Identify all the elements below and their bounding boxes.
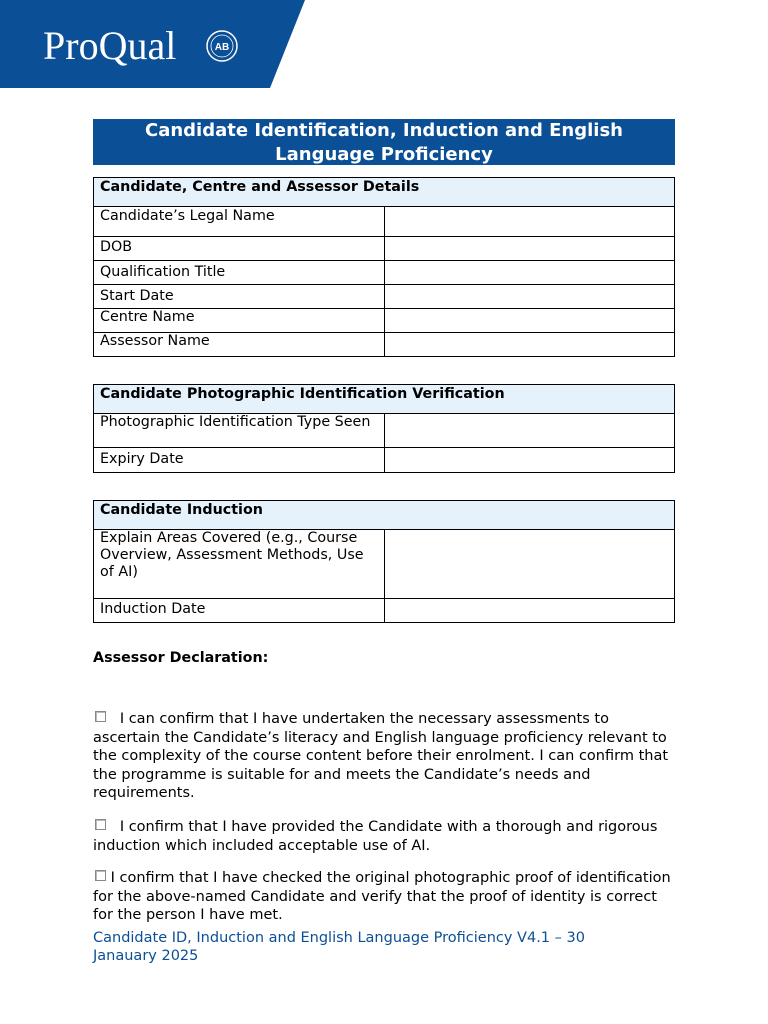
declaration-text-3: I confirm that I have checked the original photographic proof of identification for the above-named Candidate and verify that the proof of identity is correct for the person I have met. [93, 870, 671, 924]
details-input-dob[interactable] [384, 237, 675, 261]
details-input-start-date[interactable] [384, 285, 675, 309]
induction-label-date: Induction Date [94, 599, 385, 623]
induction-label-areas: Explain Areas Covered (e.g., Course Overview, Assessment Methods, Use of AI) [94, 530, 385, 599]
declaration-checkbox-3[interactable] [95, 870, 106, 881]
details-label-legal-name: Candidate’s Legal Name [94, 207, 385, 237]
photo-id-heading: Candidate Photographic Identification Verification [94, 385, 675, 414]
photo-id-input-expiry[interactable] [384, 448, 675, 473]
seal-text: AB [214, 42, 230, 53]
title-line-2: Language Proficiency [275, 144, 493, 165]
declaration-title: Assessor Declaration: [93, 650, 269, 666]
declaration-checkbox-2[interactable] [95, 819, 106, 830]
details-table [93, 177, 675, 357]
title-line-1: Candidate Identification, Induction and English [144, 120, 623, 141]
details-input-qualification[interactable] [384, 261, 675, 285]
details-input-centre-name[interactable] [384, 309, 675, 333]
declaration-text-1: I can confirm that I have undertaken the necessary assessments to ascertain the Candidate’s literacy and English language proficiency relevant to the complexity of the course content before their enrolment. I can confirm that the programme is suitable for and meets the Candidate’s needs and requirements. [93, 711, 669, 802]
logo-text: ProQual [43, 23, 177, 68]
photo-id-label-expiry: Expiry Date [94, 448, 385, 473]
details-label-start-date: Start Date [94, 285, 385, 309]
induction-table [93, 500, 675, 623]
declaration-checkbox-1[interactable] [95, 711, 106, 722]
photo-id-table [93, 384, 675, 473]
document-title [93, 119, 675, 165]
brand-banner [0, 0, 305, 88]
induction-input-areas[interactable] [384, 530, 675, 599]
photo-id-label-type: Photographic Identification Type Seen [94, 414, 385, 448]
declaration-text-2: I confirm that I have provided the Candidate with a thorough and rigorous induction which included acceptable use of AI. [93, 819, 658, 854]
details-label-centre-name: Centre Name [94, 309, 385, 333]
proqual-logo [0, 0, 305, 88]
declaration-item [93, 818, 675, 855]
induction-input-date[interactable] [384, 599, 675, 623]
photo-id-input-type[interactable] [384, 414, 675, 448]
details-label-qualification: Qualification Title [94, 261, 385, 285]
details-input-assessor-name[interactable] [384, 333, 675, 357]
induction-heading: Candidate Induction [94, 501, 675, 530]
document-footer: Candidate ID, Induction and English Language Proficiency V4.1 – 30 Janauary 2025 [93, 930, 585, 964]
details-label-dob: DOB [94, 237, 385, 261]
details-input-legal-name[interactable] [384, 207, 675, 237]
details-label-assessor-name: Assessor Name [94, 333, 385, 357]
details-heading: Candidate, Centre and Assessor Details [94, 178, 675, 207]
declaration-item [93, 869, 675, 925]
declaration-item [93, 710, 675, 803]
